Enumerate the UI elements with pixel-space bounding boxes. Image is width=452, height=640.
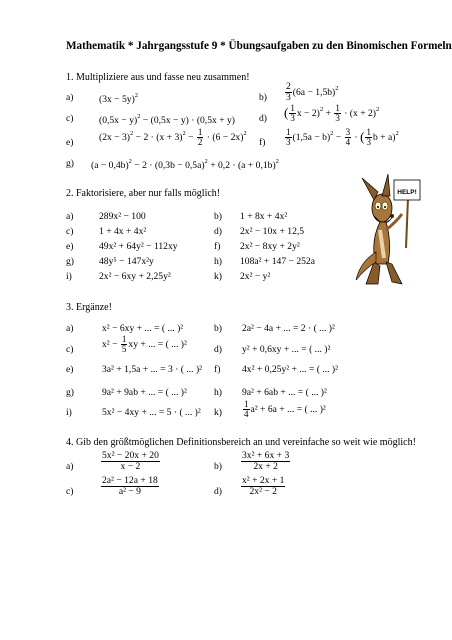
- label-2a: a): [66, 211, 74, 222]
- exercise-3h: 9a² + 6ab + ... = ( ... )²: [242, 387, 327, 398]
- section-3-heading: 3. Ergänze!: [66, 302, 112, 313]
- label-2h: h): [214, 256, 222, 267]
- label-2c: c): [66, 226, 74, 237]
- exercise-2k: 2x² − y²: [240, 271, 271, 282]
- label-3e: e): [66, 364, 74, 375]
- exercise-3g: 9a² + 9ab + ... = ( ... )²: [102, 387, 187, 398]
- label-4c: c): [66, 486, 74, 497]
- exercise-2d: 2x² − 10x + 12,5: [240, 226, 305, 237]
- exercise-2e: 49x² + 64y² − 112xy: [99, 241, 178, 252]
- exercise-3d: y² + 0,6xy + ... = ( ... )²: [242, 344, 331, 355]
- label-2k: k): [214, 271, 222, 282]
- exercise-4b: $\frac{\text{3x² + 6x + 3}}{2x + 2}$: [242, 450, 290, 473]
- label-2f: f): [214, 241, 221, 252]
- exercise-1e: $(2x - 3)^2 - 2 \cdot (x + 3)^2$ − $\frac{1}{2}$ · $(6 - 2x)^2$: [99, 127, 247, 148]
- section-2-heading: 2. Faktorisiere, aber nur falls möglich!: [66, 188, 221, 199]
- exercise-2i: 2x² − 6xy + 2,25y²: [99, 271, 171, 282]
- exercise-1c: $(0,5x - y)^2 - (0,5x - y) \cdot (0,5x + y)$: [99, 113, 236, 126]
- label-4a: a): [66, 461, 74, 472]
- label-2b: b): [214, 211, 222, 222]
- label-1f: f): [259, 137, 266, 148]
- label-1c: c): [66, 113, 74, 124]
- label-1g: g): [66, 158, 74, 169]
- exercise-1d: ( $\frac{1}{3}$ x − 2)$^2$ + $\frac{1}{3}$ · $(x + 2)^2$: [284, 103, 380, 124]
- coyote-help-illustration: [352, 172, 422, 290]
- label-4d: d): [214, 486, 222, 497]
- label-4b: b): [214, 461, 222, 472]
- section-4-heading: 4. Gib den größtmöglichen Definitionsbereich an und vereinfache so weit wie möglich!: [66, 437, 416, 448]
- label-3c: c): [66, 344, 74, 355]
- help-sign-text: HELP!: [397, 189, 417, 196]
- label-1d: d): [259, 113, 267, 124]
- exercise-1f: $\frac{1}{3}$ $(1,5a - b)^2$ − $\frac{3}{4}$ · ( $\frac{1}{3}$ b + a)$^2$: [286, 127, 399, 148]
- label-1e: e): [66, 137, 74, 148]
- exercise-3a: x² − 6xy + ... = ( ... )²: [102, 323, 184, 334]
- exercise-2h: 108a² + 147 − 252a: [240, 256, 315, 267]
- exercise-2b: 1 + 8x + 4x²: [240, 211, 288, 222]
- label-3f: f): [214, 364, 221, 375]
- exercise-2g: 48y⁵ − 147x²y: [99, 256, 154, 267]
- label-3k: k): [214, 407, 222, 418]
- label-3d: d): [214, 344, 222, 355]
- exercise-3c: x² − $\frac{1}{5}$ xy + ... = ( ... )²: [102, 334, 187, 355]
- label-2g: g): [66, 256, 74, 267]
- exercise-2a: 289x² − 100: [99, 211, 146, 222]
- label-2e: e): [66, 241, 74, 252]
- exercise-1a: $(3x - 5y)^2$: [99, 92, 139, 105]
- exercise-4a: $\frac{\text{5x² − 20x + 20}}{x - 2}$: [102, 450, 159, 473]
- exercise-3f: 4x² + 0,25y² + ... = ( ... )²: [242, 364, 339, 375]
- exercise-4c: $\frac{\text{2a² − 12a + 18}}{\text{a² − 9}}$: [102, 475, 158, 498]
- exercise-3b: 2a² − 4a + ... = 2 · ( ... )²: [242, 323, 335, 334]
- exercise-3e: 3a² + 1,5a + ... = 3 · ( ... )²: [102, 364, 203, 375]
- exercise-4d: $\frac{\text{x² + 2x + 1}}{\text{2x² − 2}}$: [242, 475, 285, 498]
- exercise-2c: 1 + 4x + 4x²: [99, 226, 147, 237]
- label-2i: i): [66, 271, 72, 282]
- page-title: Mathematik * Jahrgangsstufe 9 * Übungsaufgaben zu den Binomischen Formeln: [66, 40, 452, 52]
- exercise-1g: $(a - 0,4b)^2 - 2 \cdot (0,3b - 0,5a)^2 + 0,2 \cdot (a + 0,1b)^2$: [91, 158, 279, 171]
- label-3g: g): [66, 387, 74, 398]
- exercise-3i: 5x² − 4xy + ... = 5 · ( ... )²: [102, 407, 201, 418]
- label-3h: h): [214, 387, 222, 398]
- label-3i: i): [66, 407, 72, 418]
- exercise-1b: $\frac{2}{3}$ $(6a - 1,5b)^2$: [286, 81, 339, 104]
- section-1-heading: 1. Multipliziere aus und fasse neu zusammen!: [66, 72, 250, 83]
- exercise-3k: $\frac{1}{4}$ a² + 6a + ... = ( ... )²: [244, 399, 326, 420]
- label-3b: b): [214, 323, 222, 334]
- label-1a: a): [66, 92, 74, 103]
- label-1b: b): [259, 92, 267, 103]
- exercise-2f: 2x² − 8xy + 2y²: [240, 241, 300, 252]
- label-2d: d): [214, 226, 222, 237]
- label-3a: a): [66, 323, 74, 334]
